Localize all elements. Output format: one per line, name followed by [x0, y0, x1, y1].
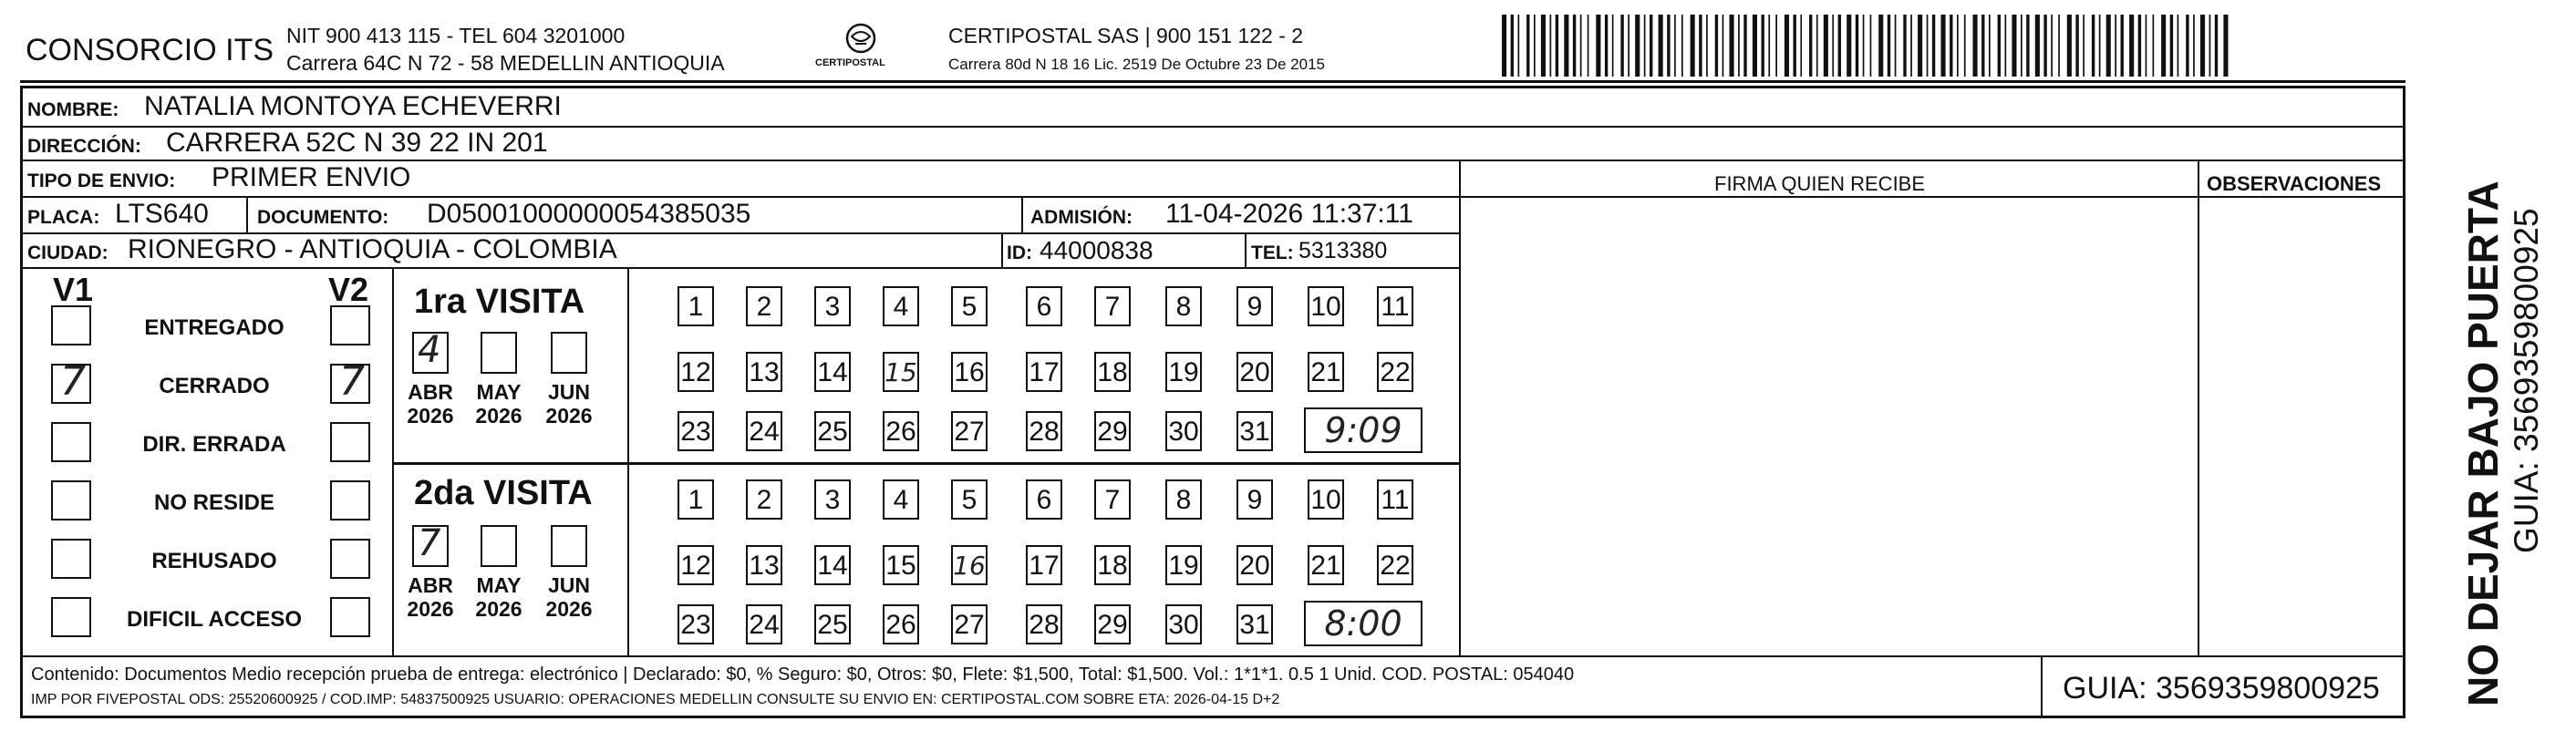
- visit1-time-box[interactable]: [1304, 407, 1422, 453]
- visit1-day-9-box[interactable]: 9: [1236, 286, 1273, 326]
- visit1-time-value: 9:09: [1324, 410, 1402, 450]
- visit2-day-23-box[interactable]: 23: [678, 604, 714, 644]
- visit2-day-28-box[interactable]: 28: [1026, 604, 1062, 644]
- visit2-day-5-box[interactable]: 5: [951, 479, 988, 520]
- visit1-day-18-box[interactable]: 18: [1094, 352, 1131, 392]
- visit1-day-14-box[interactable]: 14: [814, 352, 851, 392]
- visit2-day-24-box[interactable]: 24: [746, 604, 782, 644]
- visit1-day-15-box[interactable]: [883, 352, 919, 392]
- visit1-day-22-box[interactable]: 22: [1377, 352, 1413, 392]
- visit2-year-label: 2026: [475, 597, 522, 621]
- visit2-month-label: JUN: [547, 573, 590, 597]
- visit1-day-19-box[interactable]: 19: [1165, 352, 1202, 392]
- id-value: 44000838: [1040, 236, 1154, 264]
- tel-value: 5313380: [1298, 238, 1388, 263]
- visit1-title: 1ra VISITA: [414, 283, 585, 321]
- visit1-day-10-box[interactable]: 10: [1308, 286, 1344, 326]
- v1-entregado-checkbox[interactable]: [51, 305, 91, 345]
- rehusado-status-label: REHUSADO: [151, 549, 277, 573]
- certipostal-logo: [810, 20, 912, 77]
- visit2-month-jun-checkbox[interactable]: [551, 525, 587, 567]
- visit2-year-label: 2026: [545, 597, 593, 621]
- visit1-day-13-box[interactable]: 13: [746, 352, 782, 392]
- visit2-month-may-checkbox[interactable]: [481, 525, 517, 567]
- visit1-day-31-box[interactable]: 31: [1236, 411, 1273, 451]
- visit2-day-1-box[interactable]: 1: [678, 479, 714, 520]
- visit2-day-26-box[interactable]: 26: [883, 604, 919, 644]
- document-label: DOCUMENTO:: [257, 207, 389, 228]
- visit1-day-4-box[interactable]: 4: [883, 286, 919, 326]
- v2-no-reside-checkbox[interactable]: [330, 480, 370, 520]
- visit2-time-box[interactable]: [1304, 601, 1422, 646]
- no-slip-under-door-warning: NO DEJAR BAJO PUERTA: [2459, 180, 2507, 706]
- plate-label: PLACA:: [27, 207, 100, 228]
- visit2-day-13-box[interactable]: 13: [746, 545, 782, 585]
- entregado-status-label: ENTREGADO: [144, 315, 284, 340]
- visit1-month-may-checkbox[interactable]: [481, 332, 517, 374]
- visit1-month-label: ABR: [408, 380, 453, 404]
- footer-guide-number: GUIA: 3569359800925: [2063, 671, 2380, 706]
- visit2-day-7-box[interactable]: 7: [1094, 479, 1131, 520]
- visit2-day-15-box[interactable]: 15: [883, 545, 919, 585]
- admission-label: ADMISIÓN:: [1030, 207, 1133, 228]
- visit1-day-25-box[interactable]: 25: [814, 411, 851, 451]
- visit1-day-28-box[interactable]: 28: [1026, 411, 1062, 451]
- carrier-name: CERTIPOSTAL SAS | 900 151 122 - 2: [948, 24, 1304, 47]
- visit1-year-label: 2026: [407, 404, 454, 428]
- city-label: CIUDAD:: [27, 242, 109, 263]
- visit2-day-16-box[interactable]: [951, 545, 988, 585]
- visit1-year-label: 2026: [545, 404, 593, 428]
- visit2-marked-day: 16: [953, 551, 986, 581]
- visit1-month-label: MAY: [476, 380, 522, 404]
- visit1-day-2-box[interactable]: 2: [746, 286, 782, 326]
- id-label: ID:: [1007, 242, 1032, 263]
- company-address: Carrera 64C N 72 - 58 MEDELLIN ANTIOQUIA: [286, 51, 725, 75]
- v1-label: V1: [53, 271, 94, 308]
- barcode: [1500, 15, 2229, 77]
- visit1-day-12-box[interactable]: 12: [678, 352, 714, 392]
- visit1-day-7-box[interactable]: 7: [1094, 286, 1131, 326]
- side-guide-number: GUIA: 3569359800925: [2508, 208, 2545, 553]
- visit2-day-10-box[interactable]: 10: [1308, 479, 1344, 520]
- v2-label: V2: [328, 271, 369, 308]
- recipient-address: CARRERA 52C N 39 22 IN 201: [166, 128, 548, 158]
- v1-dir-errada-checkbox[interactable]: [51, 422, 91, 462]
- visit1-day-3-box[interactable]: 3: [814, 286, 851, 326]
- v2-dir-errada-checkbox[interactable]: [330, 422, 370, 462]
- observations-column-header: OBSERVACIONES: [2207, 172, 2382, 195]
- visit2-day-3-box[interactable]: 3: [814, 479, 851, 520]
- visit1-month-abr-checkbox[interactable]: [412, 329, 449, 374]
- v1-no-reside-checkbox[interactable]: [51, 480, 91, 520]
- dificil-acceso-status-label: DIFICIL ACCESO: [126, 607, 302, 632]
- admission-value: 11-04-2026 11:37:11: [1165, 199, 1413, 229]
- visit2-day-27-box[interactable]: 27: [951, 604, 988, 644]
- visit1-day-30-box[interactable]: 30: [1165, 411, 1202, 451]
- company-nit: NIT 900 413 115 - TEL 604 3201000: [286, 24, 626, 47]
- visit2-year-label: 2026: [407, 597, 454, 621]
- document-value: D05001000000054385035: [427, 199, 751, 229]
- dir-errada-status-label: DIR. ERRADA: [142, 432, 286, 457]
- v2-cerrado-checkbox[interactable]: [330, 358, 370, 405]
- visit2-day-14-box[interactable]: 14: [814, 545, 851, 585]
- visit2-day-6-box[interactable]: 6: [1026, 479, 1062, 520]
- visit1-day-8-box[interactable]: 8: [1165, 286, 1202, 326]
- v2-entregado-checkbox[interactable]: [330, 305, 370, 345]
- v1-rehusado-checkbox[interactable]: [51, 539, 91, 579]
- company-name: CONSORCIO ITS: [26, 33, 274, 67]
- visit2-month-abr-checkbox[interactable]: [412, 522, 449, 567]
- contents-line: Contenido: Documentos Medio recepción prueba de entrega: electrónico | Declarado: $0, % Seguro: $0, Otros: $0, Flete: $1,500, Total: $1,500. Vol.: 1*1*1. 0.5 1 Unid. COD. POSTAL: 054040: [31, 665, 1575, 685]
- visit2-day-2-box[interactable]: 2: [746, 479, 782, 520]
- visit2-day-11-box[interactable]: 11: [1377, 479, 1413, 520]
- print-info-line: IMP POR FIVEPOSTAL ODS: 25520600925 / COD.IMP: 54837500925 USUARIO: OPERACIONES MEDELLIN CONSULTE SU ENVIO EN: CERTIPOSTAL.COM SOBRE ETA: 2026-04-15 D+2: [31, 692, 1280, 707]
- cerrado-status-label: CERRADO: [159, 374, 270, 398]
- visit1-day-5-box[interactable]: 5: [951, 286, 988, 326]
- visit2-day-19-box[interactable]: 19: [1165, 545, 1202, 585]
- visit2-day-31-box[interactable]: 31: [1236, 604, 1273, 644]
- v1-cerrado-checkbox[interactable]: [51, 358, 91, 405]
- visit2-month-label: ABR: [408, 573, 453, 597]
- visit1-month-label: JUN: [547, 380, 590, 404]
- visit2-title: 2da VISITA: [414, 474, 593, 512]
- shipping-type: PRIMER ENVIO: [212, 162, 411, 192]
- visit1-marked-day: 15: [885, 357, 917, 387]
- visit2-day-9-box[interactable]: 9: [1236, 479, 1273, 520]
- visit1-day-21-box[interactable]: 21: [1308, 352, 1344, 392]
- visit2-day-29-box[interactable]: 29: [1094, 604, 1131, 644]
- visit2-day-8-box[interactable]: 8: [1165, 479, 1202, 520]
- visit2-time-value: 8:00: [1324, 603, 1402, 644]
- no-reside-status-label: NO RESIDE: [153, 490, 275, 515]
- visit1-month-mark: 4: [418, 329, 441, 371]
- visit1-day-26-box[interactable]: 26: [883, 411, 919, 451]
- visit2-month-mark: 7: [418, 522, 441, 564]
- v1-checkmark: 7: [60, 358, 86, 405]
- visit2-day-30-box[interactable]: 30: [1165, 604, 1202, 644]
- visit1-day-27-box[interactable]: 27: [951, 411, 988, 451]
- tel-label: TEL:: [1251, 242, 1294, 263]
- v2-dificil-acceso-checkbox[interactable]: [330, 597, 370, 637]
- signature-column-header: FIRMA QUIEN RECIBE: [1714, 172, 1926, 195]
- visit2-day-25-box[interactable]: 25: [814, 604, 851, 644]
- visit2-day-4-box[interactable]: 4: [883, 479, 919, 520]
- visit2-day-12-box[interactable]: 12: [678, 545, 714, 585]
- visit1-day-20-box[interactable]: 20: [1236, 352, 1273, 392]
- visit1-day-29-box[interactable]: 29: [1094, 411, 1131, 451]
- carrier-address: Carrera 80d N 18 16 Lic. 2519 De Octubre 23 De 2015: [948, 56, 1325, 73]
- v1-dificil-acceso-checkbox[interactable]: [51, 597, 91, 637]
- city-value: RIONEGRO - ANTIOQUIA - COLOMBIA: [128, 234, 617, 264]
- visit1-day-1-box[interactable]: 1: [678, 286, 714, 326]
- visit1-day-6-box[interactable]: 6: [1026, 286, 1062, 326]
- visit2-day-21-box[interactable]: 21: [1308, 545, 1344, 585]
- visit1-year-label: 2026: [475, 404, 522, 428]
- visit2-day-22-box[interactable]: 22: [1377, 545, 1413, 585]
- visit1-day-11-box[interactable]: 11: [1377, 286, 1413, 326]
- address-label: DIRECCIÓN:: [27, 136, 141, 157]
- header-divider: [20, 80, 2405, 83]
- logo-text: CERTIPOSTAL: [815, 57, 885, 68]
- visit1-day-24-box[interactable]: 24: [746, 411, 782, 451]
- shipping-type-label: TIPO DE ENVIO:: [27, 170, 176, 191]
- visit2-day-20-box[interactable]: 20: [1236, 545, 1273, 585]
- visit1-month-jun-checkbox[interactable]: [551, 332, 587, 374]
- v2-checkmark: 7: [339, 358, 365, 405]
- visit1-day-17-box[interactable]: 17: [1026, 352, 1062, 392]
- visit2-day-17-box[interactable]: 17: [1026, 545, 1062, 585]
- v2-rehusado-checkbox[interactable]: [330, 539, 370, 579]
- visit2-month-label: MAY: [476, 573, 522, 597]
- name-label: NOMBRE:: [27, 99, 119, 120]
- visit2-day-18-box[interactable]: 18: [1094, 545, 1131, 585]
- visit1-day-16-box[interactable]: 16: [951, 352, 988, 392]
- barcode-icon: [1500, 15, 2229, 77]
- visit1-day-23-box[interactable]: 23: [678, 411, 714, 451]
- recipient-name: NATALIA MONTOYA ECHEVERRI: [144, 91, 562, 121]
- plate-value: LTS640: [115, 199, 209, 229]
- side-warning: [2407, 86, 2576, 718]
